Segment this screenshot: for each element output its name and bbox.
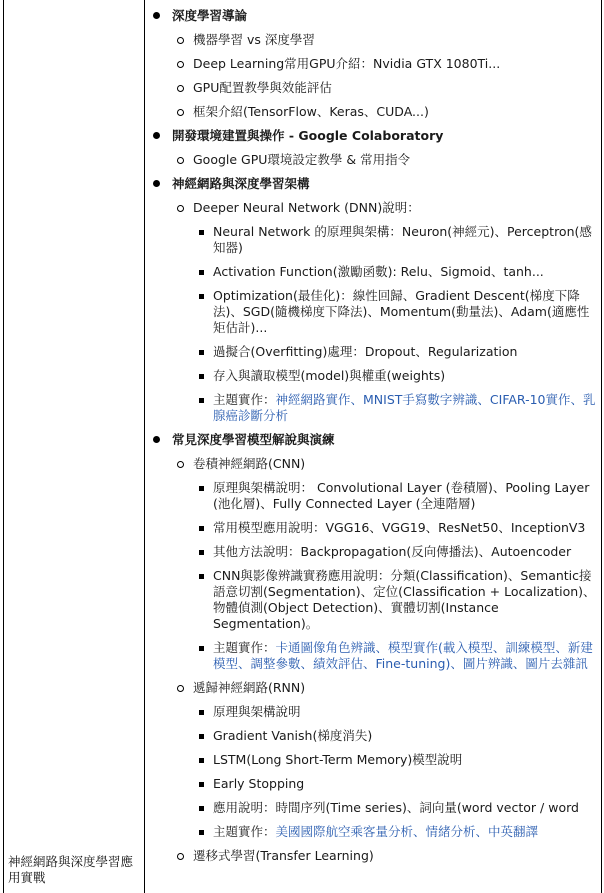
circle-bullet-icon xyxy=(177,85,184,92)
section-title: 開發環境建置與操作 - Google Colaboratory xyxy=(172,128,444,143)
item-text: Deep Learning常用GPU介紹：Nvidia GTX 1080Ti... xyxy=(193,56,501,71)
topic-practice-link[interactable]: 美國國際航空乘客量分析、情緒分析、中英翻譯 xyxy=(275,824,539,839)
list-item xyxy=(147,288,599,336)
section-dev-env xyxy=(147,128,599,144)
square-bullet-icon xyxy=(199,574,204,579)
circle-bullet-icon xyxy=(177,157,184,164)
item-text: CNN與影像辨識實務應用說明：分類(Classification)、Semantic接語意切割(Segmentation)、定位(Classification + Localization)、物體偵測(Object Detection)、實體切割(Instance Segmentation)。 xyxy=(213,568,596,631)
list-item xyxy=(147,56,599,72)
item-text: 常用模型應用說明：VGG16、VGG19、ResNet50、InceptionV3 xyxy=(213,520,586,535)
square-bullet-icon xyxy=(199,486,204,491)
list-item xyxy=(147,480,599,512)
circle-bullet-icon xyxy=(177,205,184,212)
circle-bullet-icon xyxy=(177,109,184,116)
item-text: Neural Network 的原理與架構：Neuron(神經元)、Perceptron(感知器) xyxy=(213,224,592,255)
disc-bullet-icon xyxy=(153,436,160,443)
section-title: 深度學習導論 xyxy=(172,8,248,23)
list-item xyxy=(147,568,599,632)
syllabus-column xyxy=(147,0,599,893)
item-text: 遞歸神經網路(RNN) xyxy=(193,680,306,695)
section-intro xyxy=(147,8,599,24)
square-bullet-icon xyxy=(199,398,204,403)
item-prefix: 主題實作： xyxy=(213,824,276,839)
circle-bullet-icon xyxy=(177,37,184,44)
list-item xyxy=(147,544,599,560)
item-text: 過擬合(Overfitting)處理：Dropout、Regularization xyxy=(213,344,518,359)
square-bullet-icon xyxy=(199,374,204,379)
syllabus-list xyxy=(147,0,599,864)
square-bullet-icon xyxy=(199,350,204,355)
item-text: Deeper Neural Network (DNN)說明： xyxy=(193,200,420,215)
item-text: 遷移式學習(Transfer Learning) xyxy=(193,848,374,863)
disc-bullet-icon xyxy=(153,12,160,19)
item-text: 機器學習 vs 深度學習 xyxy=(193,32,315,47)
item-text: 存入與讀取模型(model)與權重(weights) xyxy=(213,368,446,383)
list-item xyxy=(147,104,599,120)
item-text: 原理與架構說明 xyxy=(213,704,301,719)
list-item xyxy=(147,392,599,424)
square-bullet-icon xyxy=(199,830,204,835)
square-bullet-icon xyxy=(199,758,204,763)
list-item xyxy=(147,704,599,720)
square-bullet-icon xyxy=(199,710,204,715)
square-bullet-icon xyxy=(199,806,204,811)
list-item xyxy=(147,80,599,96)
item-text: Google GPU環境設定教學 & 常用指令 xyxy=(193,152,411,167)
square-bullet-icon xyxy=(199,526,204,531)
item-prefix: 主題實作： xyxy=(213,640,276,655)
item-text: Gradient Vanish(梯度消失) xyxy=(213,728,373,743)
item-text: 其他方法說明：Backpropagation(反向傳播法)、Autoencoder xyxy=(213,544,572,559)
table-right-border xyxy=(601,0,602,893)
section-nn-architecture xyxy=(147,176,599,192)
list-item xyxy=(147,32,599,48)
list-item xyxy=(147,800,599,816)
item-text: GPU配置教學與效能評估 xyxy=(193,80,332,95)
list-item xyxy=(147,640,599,672)
section-dl-models xyxy=(147,432,599,448)
list-item xyxy=(147,824,599,840)
circle-bullet-icon xyxy=(177,461,184,468)
item-text: Optimization(最佳化)：線性回歸、Gradient Descent(梯度下降法)、SGD(隨機梯度下降法)、Momentum(動量法)、Adam(適應性矩估計)... xyxy=(213,288,590,335)
circle-bullet-icon xyxy=(177,853,184,860)
item-text: 框架介紹(TensorFlow、Keras、CUDA...) xyxy=(193,104,429,119)
topic-practice-link[interactable]: 卡通圖像角色辨識、模型實作(載入模型、訓練模型、新建模型、調整參數、績效評估、Fine-tuning)、圖片辨識、圖片去雜訊 xyxy=(213,640,593,671)
list-item xyxy=(147,200,599,216)
list-item xyxy=(147,224,599,256)
square-bullet-icon xyxy=(199,294,204,299)
section-title: 常見深度學習模型解說與演練 xyxy=(172,432,335,447)
item-text: 應用說明：時間序列(Time series)、詞向量(word vector / word xyxy=(213,800,579,815)
square-bullet-icon xyxy=(199,782,204,787)
list-item xyxy=(147,776,599,792)
list-item xyxy=(147,344,599,360)
square-bullet-icon xyxy=(199,646,204,651)
topic-column xyxy=(0,0,144,893)
list-item xyxy=(147,368,599,384)
square-bullet-icon xyxy=(199,734,204,739)
item-text: 卷積神經網路(CNN) xyxy=(193,456,306,471)
square-bullet-icon xyxy=(199,550,204,555)
disc-bullet-icon xyxy=(153,180,160,187)
circle-bullet-icon xyxy=(177,61,184,68)
list-item xyxy=(147,520,599,536)
course-topic-label: 神經網路與深度學習應用實戰 xyxy=(8,854,134,885)
disc-bullet-icon xyxy=(153,132,160,139)
item-text: 原理與架構說明： Convolutional Layer (卷積層)、Pooling Layer (池化層)、Fully Connected Layer (全連階層) xyxy=(213,480,590,511)
list-item xyxy=(147,728,599,744)
circle-bullet-icon xyxy=(177,685,184,692)
list-item xyxy=(147,848,599,864)
item-text: LSTM(Long Short-Term Memory)模型說明 xyxy=(213,752,463,767)
item-prefix: 主題實作： xyxy=(213,392,276,407)
topic-practice-link[interactable]: 神經網路實作、MNIST手寫數字辨識、CIFAR-10實作、乳腺癌診斷分析 xyxy=(213,392,596,423)
list-item xyxy=(147,752,599,768)
list-item xyxy=(147,264,599,280)
item-text: Early Stopping xyxy=(213,776,305,791)
square-bullet-icon xyxy=(199,230,204,235)
item-text: Activation Function(激勵函數): Relu、Sigmoid、tanh... xyxy=(213,264,544,279)
section-title: 神經網路與深度學習架構 xyxy=(172,176,310,191)
table-column-divider xyxy=(144,0,145,893)
square-bullet-icon xyxy=(199,270,204,275)
list-item xyxy=(147,152,599,168)
list-item xyxy=(147,456,599,472)
list-item xyxy=(147,680,599,696)
